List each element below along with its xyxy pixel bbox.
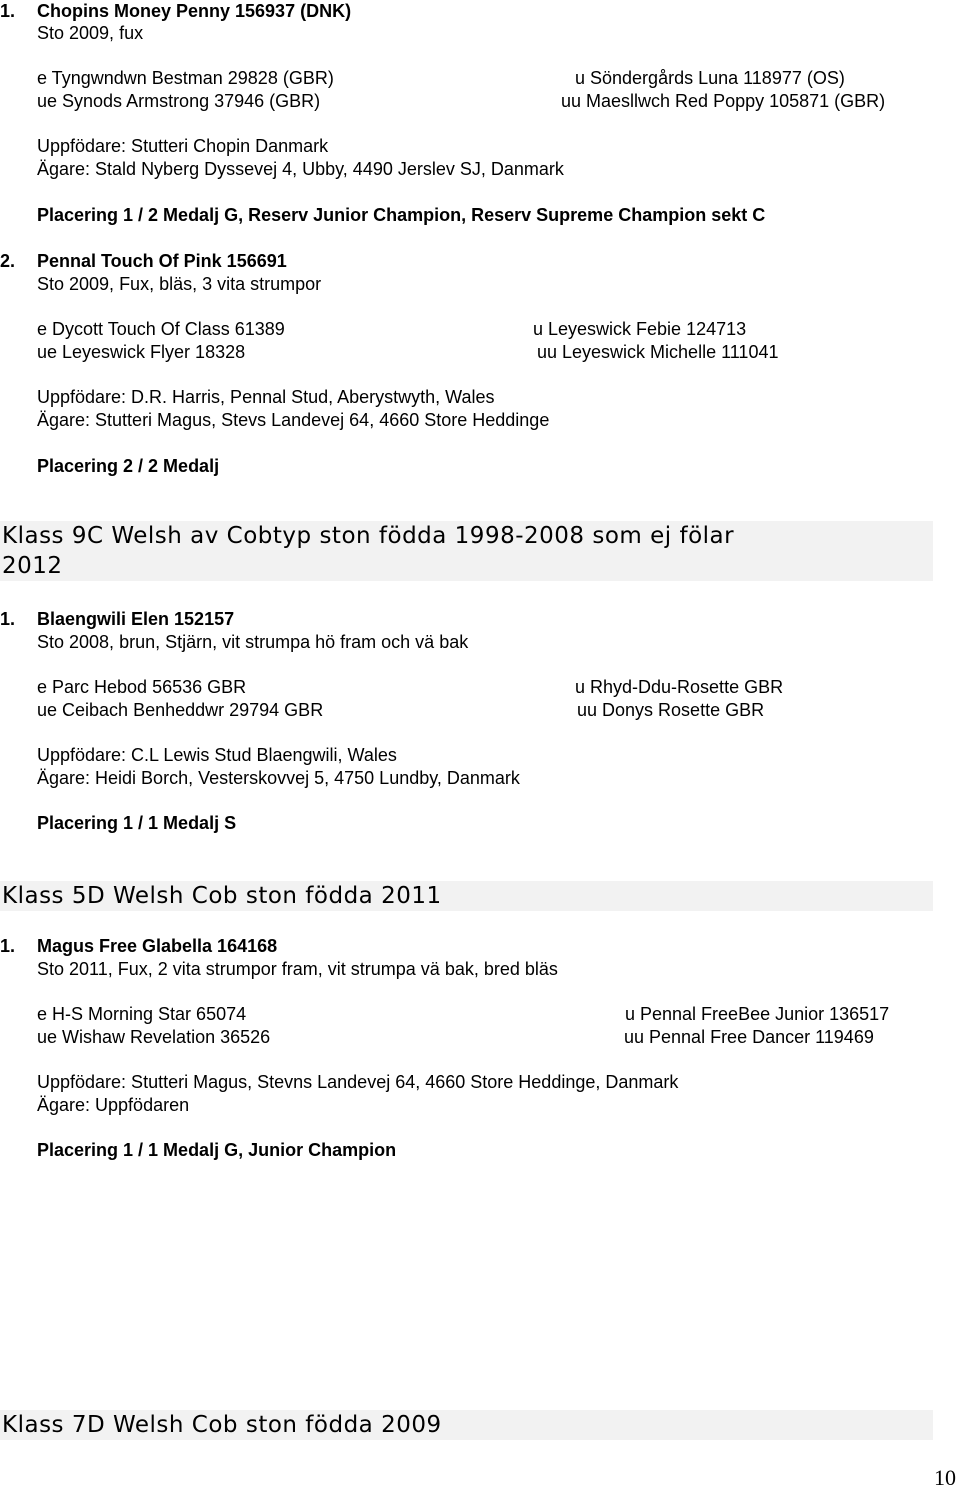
class-9c-entry-owner: Ägare: Heidi Borch, Vesterskovvej 5, 4750 Lundby, Danmark <box>37 768 520 788</box>
entry-2-dam: u Leyeswick Febie 124713 <box>533 319 747 339</box>
entry-2-desc: Sto 2009, Fux, bläs, 3 vita strumpor <box>37 274 322 294</box>
class-5d-entry-dam-dam: uu Pennal Free Dancer 119469 <box>624 1027 874 1047</box>
entry-2-sire-sire: ue Leyeswick Flyer 18328 <box>37 342 246 362</box>
entry-2-breeder: Uppfödare: D.R. Harris, Pennal Stud, Aberystwyth, Wales <box>37 387 495 407</box>
entry-2-placing: Placering 2 / 2 Medalj <box>37 456 220 476</box>
entry-1-sire-sire: ue Synods Armstrong 37946 (GBR) <box>37 91 321 111</box>
entry-1-desc: Sto 2009, fux <box>37 23 144 43</box>
class-5d-entry-placing: Placering 1 / 1 Medalj G, Junior Champion <box>37 1140 397 1160</box>
entry-2-dam-dam: uu Leyeswick Michelle 111041 <box>537 342 779 362</box>
class-5d-entry-number: 1. <box>0 936 16 956</box>
entry-1-placing: Placering 1 / 2 Medalj G, Reserv Junior Champion, Reserv Supreme Champion sekt C <box>37 205 766 225</box>
entry-1-number: 1. <box>0 1 16 21</box>
entry-1-breeder: Uppfödare: Stutteri Chopin Danmark <box>37 136 329 156</box>
class-9c-entry-name: Blaengwili Elen 152157 <box>37 609 235 629</box>
entry-1-dam: u Söndergårds Luna 118977 (OS) <box>575 68 845 88</box>
entry-2-sire: e Dycott Touch Of Class 61389 <box>37 319 285 339</box>
class-9c-title-line1: Klass 9C Welsh av Cobtyp ston födda 1998-2008 som ej fölar <box>2 523 735 549</box>
entry-1-name: Chopins Money Penny 156937 (DNK) <box>37 1 352 21</box>
class-5d-heading <box>0 881 933 911</box>
entry-1-owner: Ägare: Stald Nyberg Dyssevej 4, Ubby, 4490 Jerslev SJ, Danmark <box>37 159 564 179</box>
class-9c-heading <box>0 521 933 581</box>
class-5d-entry-dam: u Pennal FreeBee Junior 136517 <box>625 1004 890 1024</box>
class-5d-entry-sire: e H-S Morning Star 65074 <box>37 1004 247 1024</box>
class-9c-entry-sire: e Parc Hebod 56536 GBR <box>37 677 247 697</box>
class-7d-heading <box>0 1410 933 1440</box>
class-9c-entry-number: 1. <box>0 609 16 629</box>
class-5d-entry-sire-sire: ue Wishaw Revelation 36526 <box>37 1027 271 1047</box>
page-number: 10 <box>934 1465 956 1490</box>
class-9c-entry-dam-dam: uu Donys Rosette GBR <box>577 700 765 720</box>
class-9c-title-line2: 2012 <box>2 553 63 579</box>
class-5d-entry-desc: Sto 2011, Fux, 2 vita strumpor fram, vit strumpa vä bak, bred bläs <box>37 959 558 979</box>
class-9c-entry-placing: Placering 1 / 1 Medalj S <box>37 813 237 833</box>
class-5d-title: Klass 5D Welsh Cob ston födda 2011 <box>2 883 442 909</box>
class-5d-entry-name: Magus Free Glabella 164168 <box>37 936 278 956</box>
entry-2-name: Pennal Touch Of Pink 156691 <box>37 251 287 271</box>
class-9c-entry-breeder: Uppfödare: C.L Lewis Stud Blaengwili, Wales <box>37 745 397 765</box>
class-9c-entry-dam: u Rhyd-Ddu-Rosette GBR <box>575 677 784 697</box>
entry-1-sire: e Tyngwndwn Bestman 29828 (GBR) <box>37 68 334 88</box>
class-7d-title: Klass 7D Welsh Cob ston födda 2009 <box>2 1412 442 1438</box>
entry-2-number: 2. <box>0 251 16 271</box>
entry-1-dam-dam: uu Maesllwch Red Poppy 105871 (GBR) <box>561 91 886 111</box>
class-5d-entry-owner: Ägare: Uppfödaren <box>37 1095 190 1115</box>
class-9c-entry-desc: Sto 2008, brun, Stjärn, vit strumpa hö fram och vä bak <box>37 632 469 652</box>
class-9c-entry-sire-sire: ue Ceibach Benheddwr 29794 GBR <box>37 700 324 720</box>
entry-2-owner: Ägare: Stutteri Magus, Stevs Landevej 64, 4660 Store Heddinge <box>37 410 550 430</box>
class-5d-entry-breeder: Uppfödare: Stutteri Magus, Stevns Landevej 64, 4660 Store Heddinge, Danmark <box>37 1072 679 1092</box>
